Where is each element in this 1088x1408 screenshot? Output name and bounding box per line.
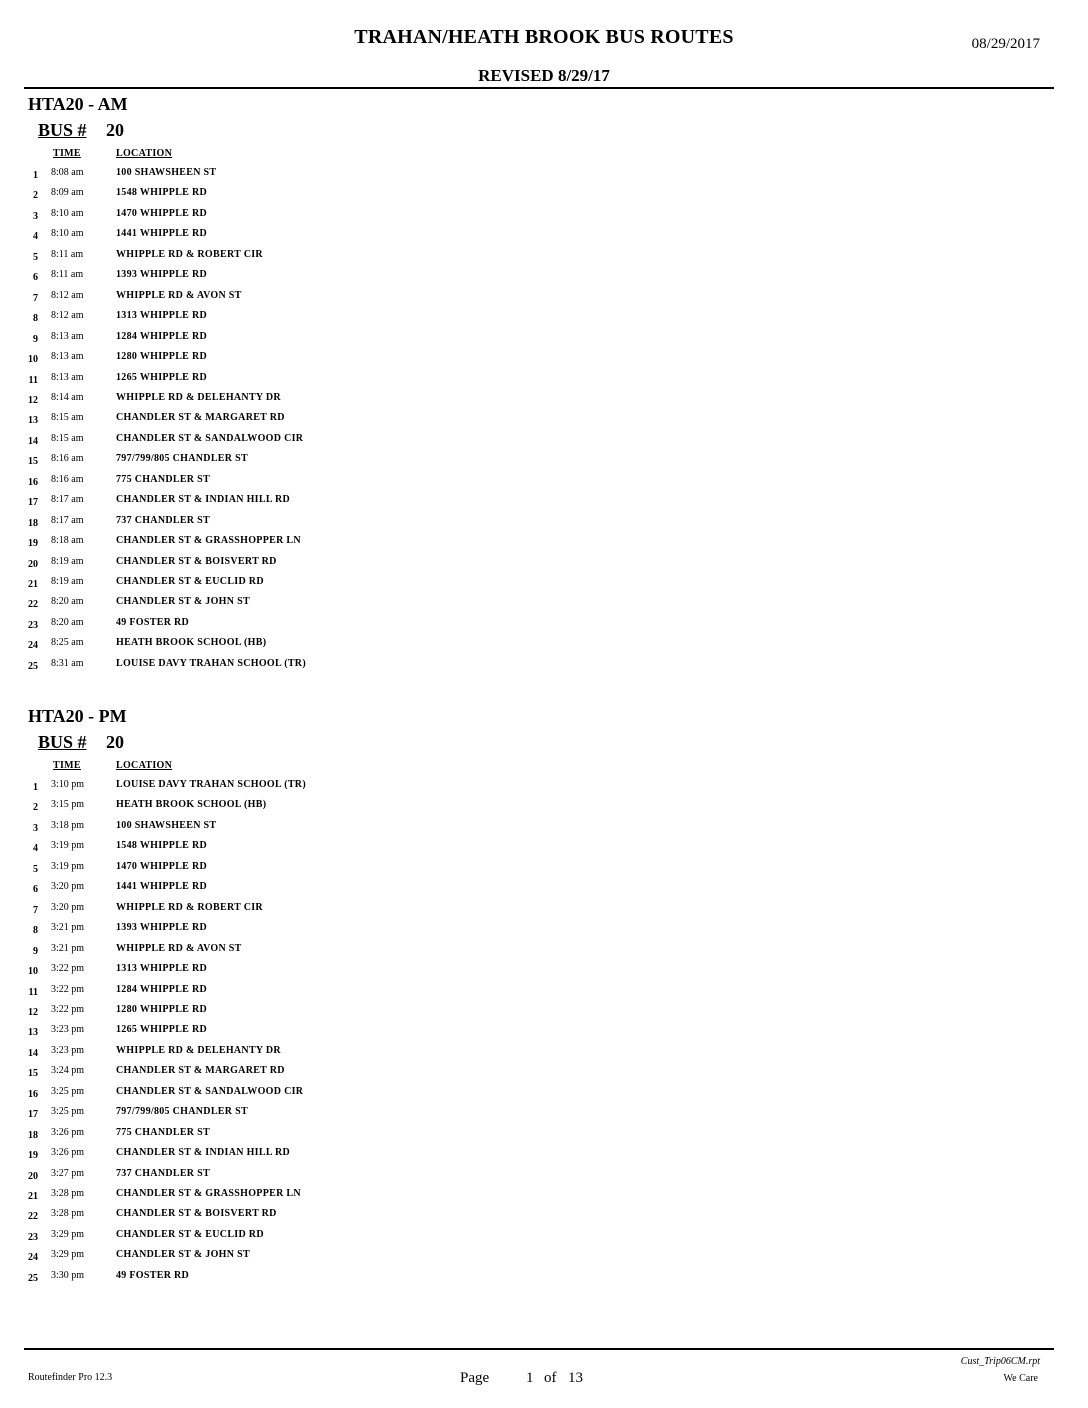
stop-time: 8:08 am — [51, 167, 84, 178]
stop-number: 25 — [28, 1272, 38, 1284]
stop-row — [0, 881, 600, 901]
stop-row — [0, 820, 600, 840]
stop-location: 1280 WHIPPLE RD — [116, 351, 207, 363]
stop-row — [0, 779, 600, 799]
stop-number: 23 — [28, 619, 38, 631]
stop-time: 3:29 pm — [51, 1249, 85, 1261]
footer-rule — [24, 1348, 1054, 1350]
stop-row — [0, 596, 600, 616]
stop-location: CHANDLER ST & EUCLID RD — [116, 576, 264, 587]
stop-number: 24 — [28, 1252, 38, 1264]
stop-location: HEATH BROOK SCHOOL (HB) — [116, 637, 267, 649]
stop-row — [0, 187, 600, 207]
stop-row — [0, 494, 600, 514]
page-subtitle: REVISED 8/29/17 — [478, 66, 610, 85]
stop-number: 6 — [33, 272, 38, 284]
stop-location: HEATH BROOK SCHOOL (HB) — [116, 799, 267, 811]
stop-row — [0, 1208, 600, 1228]
header-rule — [24, 87, 1054, 89]
stop-number: 11 — [28, 374, 38, 386]
stop-number: 7 — [33, 292, 38, 304]
stop-location: CHANDLER ST & GRASSHOPPER LN — [116, 1188, 301, 1199]
stop-row — [0, 840, 600, 860]
stop-location: WHIPPLE RD & DELEHANTY DR — [116, 1044, 281, 1056]
stop-time: 8:16 am — [51, 473, 84, 485]
stop-location: 1548 WHIPPLE RD — [116, 840, 207, 852]
stop-row — [0, 556, 600, 576]
stop-row — [0, 310, 600, 330]
stop-location: 737 CHANDLER ST — [116, 514, 210, 526]
stop-row — [0, 1024, 600, 1044]
stop-number: 10 — [28, 966, 38, 978]
stop-number: 11 — [28, 986, 38, 998]
stop-time: 3:23 pm — [51, 1044, 85, 1056]
stop-number: 13 — [28, 415, 38, 427]
stop-time: 3:20 pm — [51, 901, 85, 913]
stop-row — [0, 351, 600, 371]
stop-time: 3:25 pm — [51, 1085, 85, 1097]
stop-row — [0, 1168, 600, 1188]
stop-time: 3:28 pm — [51, 1208, 85, 1220]
stop-location: WHIPPLE RD & ROBERT CIR — [116, 901, 263, 913]
route-title: HTA20 - PM — [28, 706, 127, 726]
stop-number: 9 — [33, 333, 38, 345]
report-filename: Cust_Trip06CM.rpt — [960, 1356, 1040, 1367]
stop-time: 8:11 am — [51, 248, 84, 260]
stop-number: 14 — [28, 435, 38, 447]
stop-location: WHIPPLE RD & AVON ST — [116, 289, 242, 301]
stop-location: 1313 WHIPPLE RD — [116, 310, 207, 322]
stop-number: 14 — [28, 1047, 38, 1059]
stop-row — [0, 1106, 600, 1126]
stop-location: CHANDLER ST & INDIAN HILL RD — [116, 1147, 291, 1159]
stop-location: LOUISE DAVY TRAHAN SCHOOL (TR) — [116, 779, 306, 790]
stop-time: 3:22 pm — [51, 1003, 85, 1015]
stop-row — [0, 1086, 600, 1106]
stop-number: 17 — [28, 497, 38, 509]
stop-time: 3:28 pm — [51, 1188, 85, 1199]
stop-time: 3:27 pm — [51, 1167, 85, 1179]
stop-number: 9 — [33, 945, 38, 957]
stop-location: 775 CHANDLER ST — [116, 1126, 210, 1138]
stop-row — [0, 433, 600, 453]
route-title: HTA20 - AM — [28, 94, 128, 114]
page-of: of — [544, 1370, 557, 1386]
stop-time: 3:22 pm — [51, 983, 85, 995]
stop-number: 18 — [28, 517, 38, 529]
stop-location: CHANDLER ST & BOISVERT RD — [116, 1208, 277, 1220]
stop-time: 8:14 am — [51, 391, 84, 403]
stop-number: 19 — [28, 538, 38, 550]
stop-number: 22 — [28, 1211, 38, 1223]
stop-time: 3:29 pm — [51, 1228, 85, 1240]
stop-row — [0, 984, 600, 1004]
bus-number: 20 — [106, 120, 124, 140]
stop-time: 8:12 am — [51, 289, 84, 301]
stop-time: 8:10 am — [51, 207, 84, 219]
stop-number: 7 — [33, 904, 38, 916]
stop-number: 18 — [28, 1129, 38, 1141]
stop-row — [0, 1249, 600, 1269]
stop-time: 3:21 pm — [51, 922, 85, 934]
stop-row — [0, 963, 600, 983]
stop-location: WHIPPLE RD & ROBERT CIR — [116, 248, 263, 260]
stop-time: 8:31 am — [51, 657, 84, 669]
bus-number: 20 — [106, 732, 124, 752]
stop-location: 49 FOSTER RD — [116, 1269, 190, 1281]
stop-number: 15 — [28, 456, 38, 468]
stop-row — [0, 535, 600, 555]
route-section-pm — [0, 706, 1088, 1306]
stop-location: CHANDLER ST & MARGARET RD — [116, 1065, 285, 1077]
stop-number: 10 — [28, 354, 38, 366]
stop-number: 20 — [28, 558, 38, 570]
stop-row — [0, 372, 600, 392]
stop-number: 2 — [33, 190, 38, 202]
stop-location: 1441 WHIPPLE RD — [116, 228, 207, 240]
page-indicator — [460, 1370, 583, 1387]
stop-location: 737 CHANDLER ST — [116, 1167, 210, 1179]
stop-number: 3 — [33, 822, 38, 834]
stop-time: 8:16 am — [51, 453, 84, 465]
location-column-header: LOCATION — [116, 148, 173, 159]
stop-number: 19 — [28, 1150, 38, 1162]
stop-location: CHANDLER ST & JOHN ST — [116, 596, 250, 608]
stop-location: 797/799/805 CHANDLER ST — [116, 1106, 248, 1118]
stop-time: 8:19 am — [51, 555, 84, 567]
stop-location: WHIPPLE RD & AVON ST — [116, 942, 242, 954]
stop-time: 8:17 am — [51, 514, 84, 526]
stop-time: 8:20 am — [51, 616, 84, 628]
stop-time: 3:26 pm — [51, 1126, 85, 1138]
software-name: Routefinder Pro 12.3 — [28, 1372, 113, 1383]
stop-time: 3:24 pm — [51, 1065, 85, 1077]
stop-location: 49 FOSTER RD — [116, 616, 190, 628]
stop-row — [0, 637, 600, 657]
bus-label: BUS # — [38, 732, 87, 752]
stop-time: 3:22 pm — [51, 963, 85, 975]
stop-row — [0, 228, 600, 248]
stop-row — [0, 1147, 600, 1167]
stop-row — [0, 658, 600, 678]
stop-number: 1 — [33, 782, 38, 793]
stop-time: 8:13 am — [51, 330, 84, 342]
stop-time: 3:20 pm — [51, 881, 85, 893]
stop-location: 1313 WHIPPLE RD — [116, 963, 207, 975]
stop-row — [0, 167, 600, 187]
stop-location: 100 SHAWSHEEN ST — [116, 167, 217, 178]
print-date: 08/29/2017 — [971, 36, 1040, 52]
stop-time: 8:10 am — [51, 228, 84, 240]
stop-time: 8:15 am — [51, 432, 84, 444]
stop-location: CHANDLER ST & JOHN ST — [116, 1249, 250, 1261]
stop-row — [0, 1045, 600, 1065]
stop-location: 797/799/805 CHANDLER ST — [116, 453, 248, 465]
stop-number: 15 — [28, 1068, 38, 1080]
stop-row — [0, 1004, 600, 1024]
page-current: 1 — [526, 1370, 534, 1386]
page-total: 13 — [568, 1370, 583, 1386]
stop-row — [0, 1127, 600, 1147]
stop-row — [0, 902, 600, 922]
stop-location: CHANDLER ST & EUCLID RD — [116, 1228, 264, 1240]
stop-time: 3:21 pm — [51, 942, 85, 954]
stop-row — [0, 1229, 600, 1249]
stop-location: LOUISE DAVY TRAHAN SCHOOL (TR) — [116, 657, 306, 669]
stop-location: 1548 WHIPPLE RD — [116, 187, 207, 199]
stop-row — [0, 799, 600, 819]
stop-location: WHIPPLE RD & DELEHANTY DR — [116, 391, 281, 403]
stop-number: 8 — [33, 313, 38, 325]
stop-time: 8:25 am — [51, 637, 84, 649]
stop-time: 3:18 pm — [51, 819, 85, 831]
stop-time: 3:23 pm — [51, 1024, 85, 1036]
stop-location: 1284 WHIPPLE RD — [116, 983, 207, 995]
stop-number: 5 — [33, 251, 38, 263]
stop-location: 1265 WHIPPLE RD — [116, 371, 207, 383]
stop-row — [0, 943, 600, 963]
stop-number: 24 — [28, 640, 38, 652]
stop-location: CHANDLER ST & SANDALWOOD CIR — [116, 432, 304, 444]
stop-location: CHANDLER ST & BOISVERT RD — [116, 555, 277, 567]
stop-location: CHANDLER ST & MARGARET RD — [116, 412, 285, 424]
stop-time: 3:30 pm — [51, 1269, 85, 1281]
stop-time: 8:18 am — [51, 535, 84, 547]
stop-number: 3 — [33, 210, 38, 222]
page-label: Page — [460, 1370, 490, 1386]
stop-number: 6 — [33, 884, 38, 896]
stop-time: 3:10 pm — [51, 779, 85, 790]
stop-time: 8:17 am — [51, 494, 84, 506]
stop-location: 775 CHANDLER ST — [116, 473, 210, 485]
stop-number: 5 — [33, 863, 38, 875]
stop-number: 17 — [28, 1109, 38, 1121]
stop-time: 8:15 am — [51, 412, 84, 424]
stop-row — [0, 208, 600, 228]
page-title: TRAHAN/HEATH BROOK BUS ROUTES — [354, 26, 734, 48]
stop-row — [0, 515, 600, 535]
stop-time: 8:13 am — [51, 351, 84, 363]
stop-time: 8:20 am — [51, 596, 84, 608]
stop-location: 1280 WHIPPLE RD — [116, 1003, 207, 1015]
stop-row — [0, 861, 600, 881]
stop-row — [0, 392, 600, 412]
stop-location: 1265 WHIPPLE RD — [116, 1024, 207, 1036]
stop-row — [0, 290, 600, 310]
stop-location: 1284 WHIPPLE RD — [116, 330, 207, 342]
stop-row — [0, 922, 600, 942]
stop-number: 12 — [28, 1006, 38, 1018]
stop-number: 20 — [28, 1170, 38, 1182]
stop-time: 8:11 am — [51, 269, 84, 281]
stop-number: 13 — [28, 1027, 38, 1039]
stop-number: 21 — [28, 579, 38, 590]
stop-location: 1393 WHIPPLE RD — [116, 922, 207, 934]
stop-time: 3:26 pm — [51, 1147, 85, 1159]
stop-number: 21 — [28, 1191, 38, 1202]
stop-row — [0, 1065, 600, 1085]
stop-number: 16 — [28, 476, 38, 488]
stop-location: 1393 WHIPPLE RD — [116, 269, 207, 281]
stop-location: CHANDLER ST & INDIAN HILL RD — [116, 494, 291, 506]
stop-time: 3:19 pm — [51, 840, 85, 852]
bus-label: BUS # — [38, 120, 87, 140]
stop-row — [0, 1188, 600, 1208]
stop-row — [0, 576, 600, 596]
location-column-header: LOCATION — [116, 760, 173, 771]
stop-time: 8:13 am — [51, 371, 84, 383]
stop-number: 2 — [33, 802, 38, 814]
time-column-header: TIME — [53, 148, 81, 159]
stop-row — [0, 331, 600, 351]
stop-time: 3:19 pm — [51, 860, 85, 872]
stop-time: 3:15 pm — [51, 799, 85, 811]
stop-location: CHANDLER ST & GRASSHOPPER LN — [116, 535, 301, 547]
stop-row — [0, 269, 600, 289]
stop-number: 23 — [28, 1231, 38, 1243]
stop-row — [0, 474, 600, 494]
stop-time: 8:19 am — [51, 576, 84, 587]
stop-row — [0, 617, 600, 637]
stop-location: CHANDLER ST & SANDALWOOD CIR — [116, 1085, 304, 1097]
stop-number: 8 — [33, 925, 38, 937]
stop-row — [0, 1270, 600, 1290]
stop-number: 25 — [28, 660, 38, 672]
stop-location: 1470 WHIPPLE RD — [116, 860, 207, 872]
stop-row — [0, 412, 600, 432]
stop-number: 16 — [28, 1088, 38, 1100]
stop-time: 8:12 am — [51, 310, 84, 322]
route-section-am — [0, 94, 1088, 694]
organization-name: We Care — [1003, 1373, 1038, 1384]
stop-time: 8:09 am — [51, 187, 84, 199]
stop-number: 4 — [33, 843, 38, 855]
stop-number: 22 — [28, 599, 38, 611]
stop-number: 4 — [33, 231, 38, 243]
stop-location: 1441 WHIPPLE RD — [116, 881, 207, 893]
stop-location: 100 SHAWSHEEN ST — [116, 819, 217, 831]
stop-row — [0, 249, 600, 269]
stop-row — [0, 453, 600, 473]
stop-number: 12 — [28, 394, 38, 406]
stop-time: 3:25 pm — [51, 1106, 85, 1118]
stop-number: 1 — [33, 170, 38, 181]
time-column-header: TIME — [53, 760, 81, 771]
stop-location: 1470 WHIPPLE RD — [116, 207, 207, 219]
